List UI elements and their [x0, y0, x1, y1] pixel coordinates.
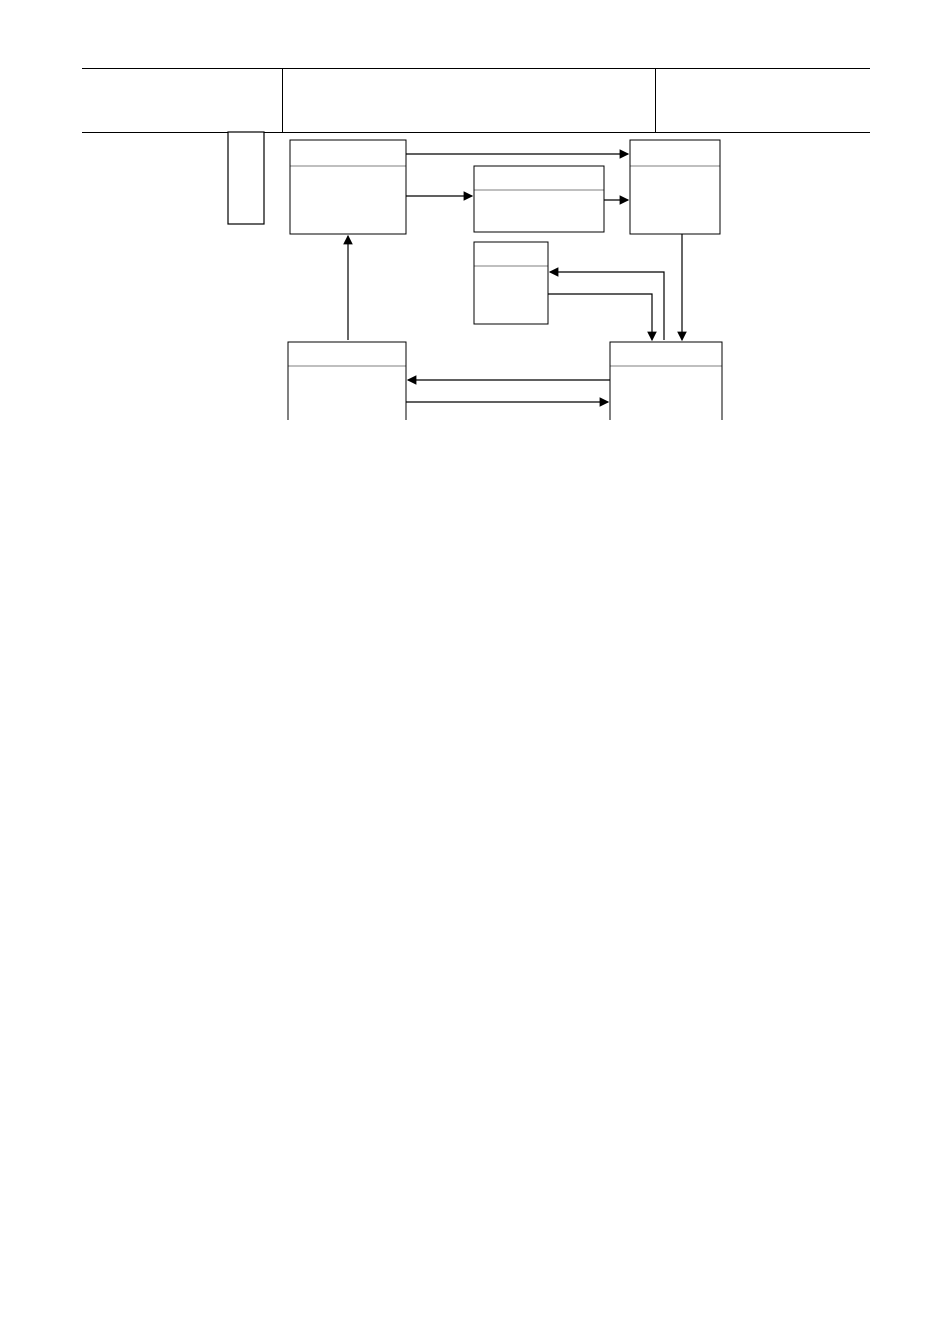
- box-payment: [610, 342, 722, 420]
- box-finance: [474, 242, 548, 324]
- side-label-box: [228, 132, 264, 224]
- arrow-3: [548, 294, 652, 340]
- box-org: [474, 166, 604, 232]
- box-budget-unit: [290, 140, 406, 234]
- box-personnel: [630, 140, 720, 234]
- box-bank: [288, 342, 406, 420]
- arrow-4: [550, 272, 664, 340]
- flowchart: [0, 0, 950, 420]
